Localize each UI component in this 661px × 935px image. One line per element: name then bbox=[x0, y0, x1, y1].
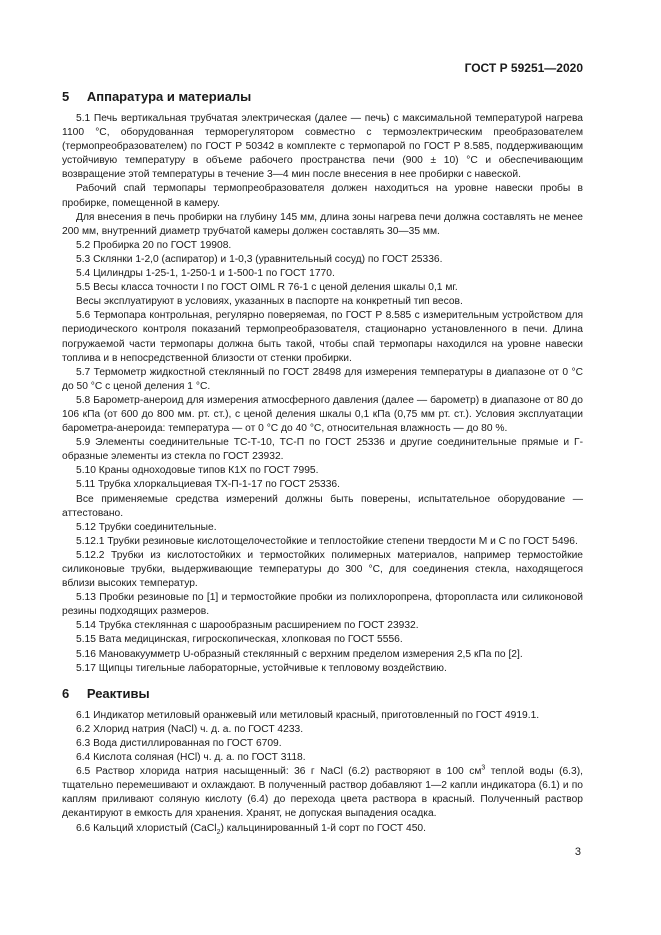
page-body bbox=[62, 88, 583, 836]
document-header: ГОСТ Р 59251—2020 bbox=[464, 61, 583, 75]
paragraph-5-16: 5.16 Мановакуумметр U-образный стеклянный с верхним пределом измерения 2,5 кПа по [2]. bbox=[76, 648, 523, 660]
section-6-heading bbox=[62, 685, 583, 703]
paragraph-5-11: 5.11 Трубка хлоркальциевая ТХ-П-1-17 по ГОСТ 25336. bbox=[76, 479, 340, 491]
paragraph-5-17: 5.17 Щипцы тигельные лабораторные, устойчивые к тепловому воздействию. bbox=[76, 662, 447, 674]
paragraph-5-12: 5.12 Трубки соединительные. bbox=[76, 521, 217, 533]
paragraph-5-5-vesy: Весы эксплуатируют в условиях, указанных в паспорте на конкретный тип весов. bbox=[76, 296, 463, 308]
paragraph-5-10: 5.10 Краны одноходовые типов К1Х по ГОСТ 7995. bbox=[76, 465, 319, 477]
paragraph-6-2: 6.2 Хлорид натрия (NaCl) ч. д. а. по ГОСТ 4233. bbox=[76, 723, 304, 735]
paragraph-5-12-2: 5.12.2 Трубки из кислотостойких и термостойких полимерных материалов, например термостойкие силиконовые трубки, выдерживающие температуры до 300 °С, для соединения стекла, находящегося вблизи высоких температур. bbox=[62, 549, 583, 590]
paragraph-5-3: 5.3 Склянки 1-2,0 (аспиратор) и 1-0,3 (уравнительный сосуд) по ГОСТ 25336. bbox=[76, 253, 443, 265]
paragraph-6-5-start: 6.5 Раствор хлорида натрия насыщенный: 36 г NaCl (6.2) растворяют в 100 см bbox=[76, 766, 482, 778]
paragraph-6-5 bbox=[62, 765, 583, 821]
paragraph-6-6-start: 6.6 Кальций хлористый (CaCl bbox=[76, 822, 217, 834]
paragraph-5-1-spai: Рабочий спай термопары термопреобразователя должен находиться на уровне навески пробы в пробирке, помещенной в камеру. bbox=[62, 183, 583, 209]
subscript-two: 2 bbox=[216, 828, 221, 836]
paragraph-5-13: 5.13 Пробки резиновые по [1] и термостойкие пробки из полихлоропрена, фторопласта или силиконовой резины подходящих размеров. bbox=[62, 592, 583, 618]
section-5-heading bbox=[62, 88, 583, 106]
section-6-number: 6 bbox=[62, 685, 70, 701]
page-number: 3 bbox=[574, 846, 581, 858]
paragraph-5-4: 5.4 Цилиндры 1-25-1, 1-250-1 и 1-500-1 по ГОСТ 1770. bbox=[76, 268, 335, 280]
section-5-title: Аппаратура и материалы bbox=[86, 89, 252, 104]
paragraph-5-14: 5.14 Трубка стеклянная с шарообразным расширением по ГОСТ 23932. bbox=[76, 620, 419, 632]
paragraph-5-15: 5.15 Вата медицинская, гигроскопическая, хлопковая по ГОСТ 5556. bbox=[76, 634, 403, 646]
section-6-title: Реактивы bbox=[86, 685, 150, 701]
paragraph-5-5: 5.5 Весы класса точности I по ГОСТ OIML R 76-1 с ценой деления шкалы 0,1 мг. bbox=[76, 282, 458, 294]
paragraph-5-9: 5.9 Элементы соединительные ТС-Т-10, ТС-П по ГОСТ 25336 и другие соединительные прямые и Г-образные элементы из стекла по ГОСТ 23932. bbox=[62, 437, 583, 463]
paragraph-6-6 bbox=[62, 822, 583, 836]
paragraph-5-11-poverka: Все применяемые средства измерений должны быть поверены, испытательное оборудование — аттестовано. bbox=[62, 493, 583, 519]
paragraph-5-1-dlina: Для внесения в печь пробирки на глубину 145 мм, длина зоны нагрева печи должна составлять не менее 200 мм, внутренний диаметр трубчатой камеры должен составлять 30—35 мм. bbox=[62, 211, 583, 237]
paragraph-5-1: 5.1 Печь вертикальная трубчатая электрическая (далее — печь) с максимальной температурой нагрева 1100 °С, оборудованная терморегулятором совместно с термоэлектрическим преобразователем (термопреобразователем) по ГОСТ Р 50342 в комплекте с термопарой по ГОСТ Р 8.585, поддерживающим устойчивую температуру в объеме рабочего пространства печи (900 ± 10) °С и обеспечивающим возвращение этой температуры в течение 3—4 мин после внесения в нее пробирки с навеской. bbox=[62, 113, 583, 181]
superscript-cubic: 3 bbox=[481, 764, 486, 772]
paragraph-6-4: 6.4 Кислота соляная (HCl) ч. д. а. по ГОСТ 3118. bbox=[76, 752, 306, 764]
paragraph-5-7: 5.7 Термометр жидкостной стеклянный по ГОСТ 28498 для измерения температуры в диапазоне от 0 °С до 50 °С с ценой деления 1 °С. bbox=[62, 366, 583, 392]
paragraph-6-6-end: ) кальцинированный 1-й сорт по ГОСТ 450. bbox=[220, 822, 426, 834]
paragraph-6-3: 6.3 Вода дистиллированная по ГОСТ 6709. bbox=[76, 737, 282, 749]
paragraph-5-2: 5.2 Пробирка 20 по ГОСТ 19908. bbox=[76, 239, 232, 251]
paragraph-6-5-end: теплой воды (6.3), тщательно перемешивают и охлаждают. В полученный раствор добавляют 1—2 капли индикатора (6.1) и по каплям приливают соляную кислоту (6.4) до перехода цвета раствора в красный. Полученный раствор декантируют в емкость для хранения. Хранят, не допуская выпадения осадка. bbox=[62, 766, 583, 820]
section-5-number: 5 bbox=[62, 89, 70, 104]
paragraph-6-1: 6.1 Индикатор метиловый оранжевый или метиловый красный, приготовленный по ГОСТ 4919.1. bbox=[76, 709, 540, 721]
paragraph-5-8: 5.8 Барометр-анероид для измерения атмосферного давления (далее — барометр) в диапазоне от 80 до 106 кПа (от 600 до 800 мм. рт. ст.), с ценой деления шкалы 0,1 кПа (0,75 мм рт. ст.). Условия эксплуатации барометра-анероида: температура — от 0 °С до 40 °С, относительная влажность — до 80 %. bbox=[62, 394, 583, 435]
paragraph-5-6: 5.6 Термопара контрольная, регулярно поверяемая, по ГОСТ Р 8.585 с измерительным устройством для периодического контроля показаний термопреобразователя, стационарно установленного в печи. Длина погружаемой части термопары должна быть такой, чтобы спай термопары находился на уровне навески топлива и в непосредственной близости от стенки пробирки. bbox=[62, 310, 583, 364]
paragraph-5-12-1: 5.12.1 Трубки резиновые кислотощелочестойкие и теплостойкие степени твердости М и С по ГОСТ 5496. bbox=[76, 535, 578, 547]
